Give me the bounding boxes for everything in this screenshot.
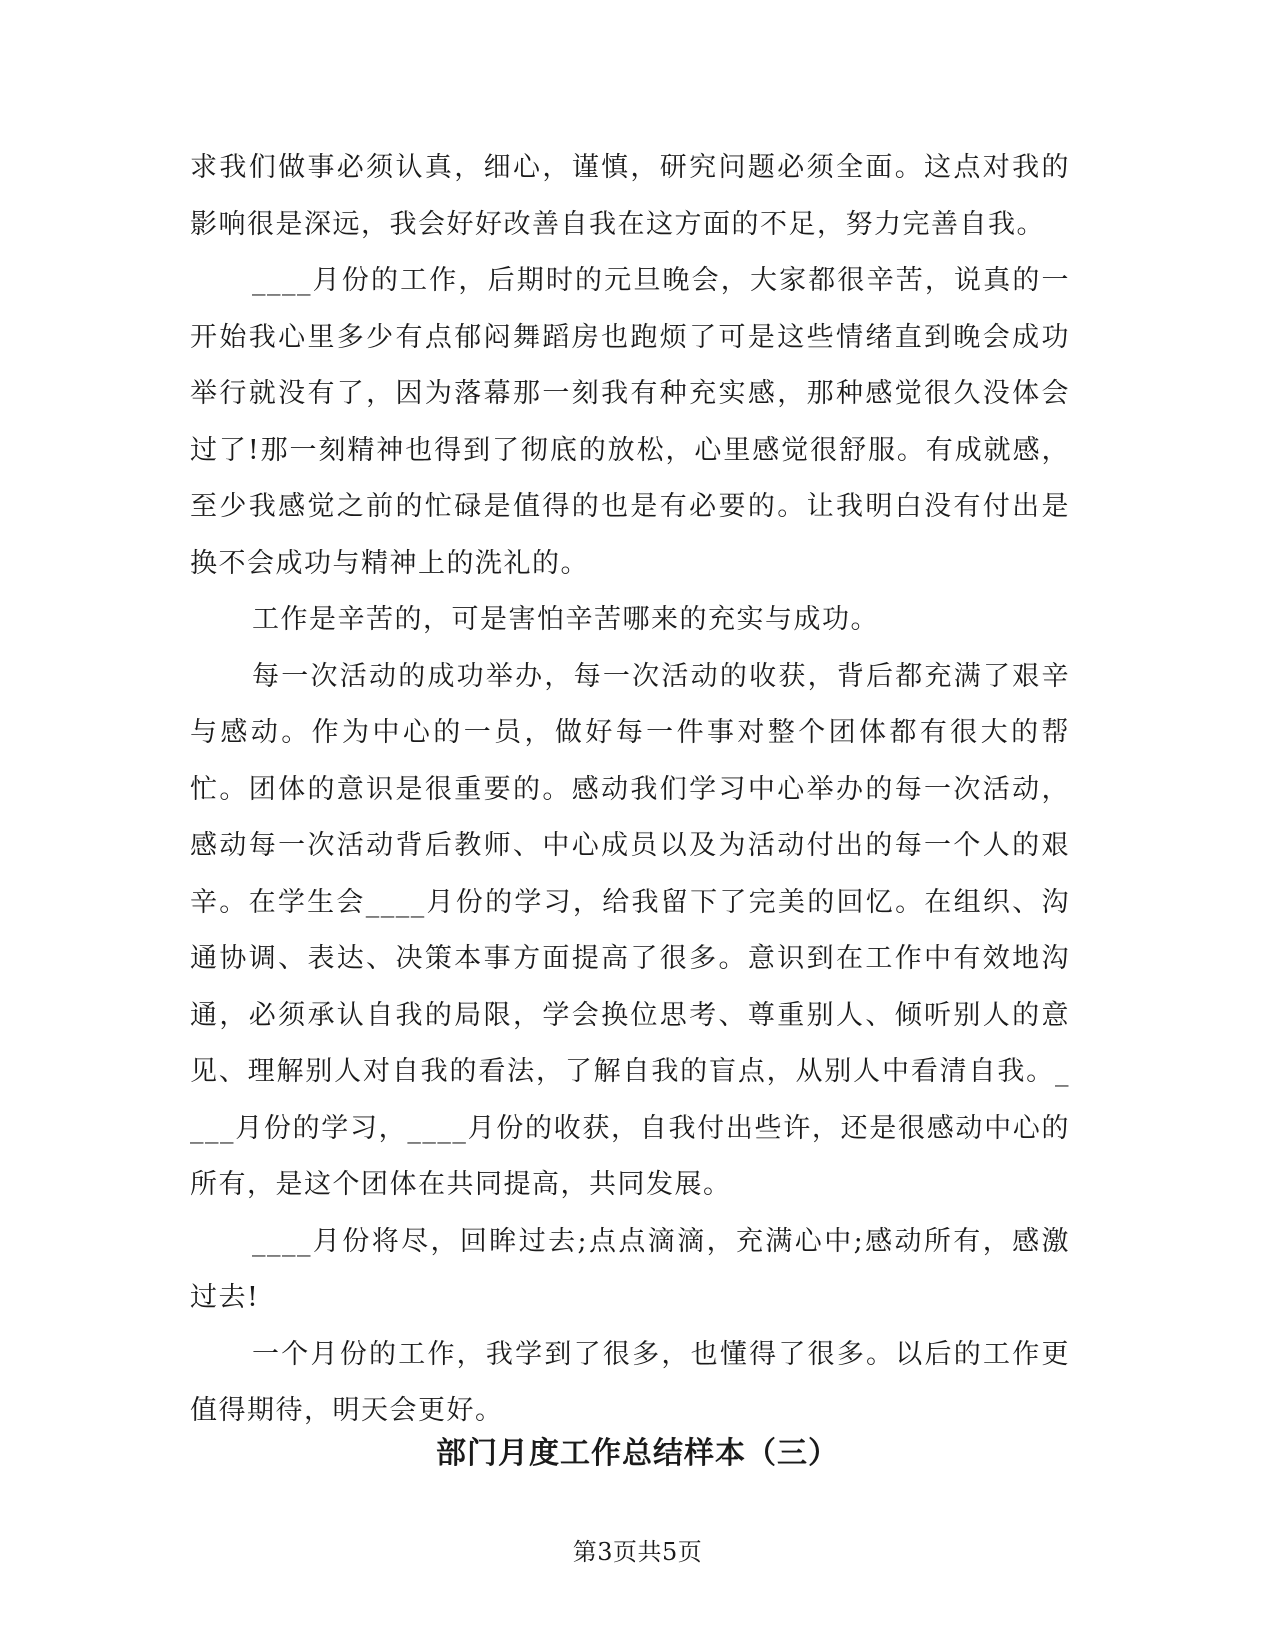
paragraph-continuation: 求我们做事必须认真，细心，谨慎，研究问题必须全面。这点对我的影响很是深远，我会好好改善自我在这方面的不足，努力完善自我。 [190, 152, 1070, 240]
paragraph-conclusion: 一个月份的工作，我学到了很多，也懂得了很多。以后的工作更值得期待，明天会更好。 [190, 1338, 1070, 1426]
paragraph-hard-work: 工作是辛苦的，可是害怕辛苦哪来的充实与成功。 [252, 604, 879, 635]
paragraph-month-ending: ____月份将尽，回眸过去;点点滴滴，充满心中;感动所有，感激过去! [190, 1225, 1070, 1313]
paragraph-new-year-gala: ____月份的工作，后期时的元旦晚会，大家都很辛苦，说真的一开始我心里多少有点郁闷舞蹈房也跑烦了可是这些情绪直到晚会成功举行就没有了，因为落幕那一刻我有种充实感，那种感觉很久没体会过了!那一刻精神也得到了彻底的放松，心里感觉很舒服。有成就感，至少我感觉之前的忙碌是值得的也是有必要的。让我明白没有付出是换不会成功与精神上的洗礼的。 [190, 265, 1070, 579]
paragraph-activities: 每一次活动的成功举办，每一次活动的收获，背后都充满了艰辛与感动。作为中心的一员，做好每一件事对整个团体都有很大的帮忙。团体的意识是很重要的。感动我们学习中心举办的每一次活动，感动每一次活动背后教师、中心成员以及为活动付出的每一个人的艰辛。在学生会____月份的学习，给我留下了完美的回忆。在组织、沟通协调、表达、决策本事方面提高了很多。意识到在工作中有效地沟通，必须承认自我的局限，学会换位思考、尊重别人、倾听别人的意见、理解别人对自我的看法，了解自我的盲点，从别人中看清自我。____月份的学习，____月份的收获，自我付出些许，还是很感动中心的所有，是这个团体在共同提高，共同发展。 [190, 660, 1070, 1200]
section-heading: 部门月度工作总结样本（三） [436, 1436, 839, 1471]
body-text [190, 140, 1070, 1440]
page-number: 第3页共5页 [572, 1538, 703, 1566]
